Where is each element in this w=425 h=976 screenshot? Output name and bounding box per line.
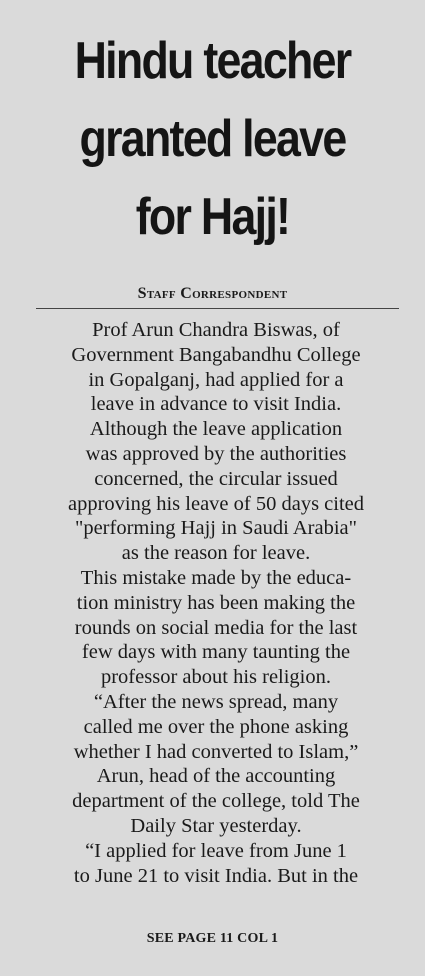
body-line: few days with many taunting the <box>81 641 351 664</box>
body-line: “I applied for leave from June 1 <box>85 839 347 862</box>
body-line: department of the college, told The <box>72 790 360 813</box>
body-line: tion ministry has been making the <box>76 591 356 614</box>
body-line: Daily Star yesterday. <box>130 814 302 837</box>
body-line: in Gopalganj, had applied for a <box>88 368 344 391</box>
body-line: Prof Arun Chandra Biswas, of <box>92 319 340 341</box>
body-line: called me over the phone asking <box>83 715 349 738</box>
article-body <box>28 318 404 888</box>
body-line: Although the leave application <box>89 418 343 441</box>
body-line: leave in advance to visit India. <box>90 393 342 416</box>
body-line: Government Bangabandhu College <box>71 343 361 366</box>
body-line: “After the news spread, many <box>93 690 339 713</box>
body-line: professor about his religion. <box>100 666 331 689</box>
body-line: rounds on social media for the last <box>74 616 358 639</box>
body-line: concerned, the circular issued <box>94 467 338 490</box>
body-line: Arun, head of the accounting <box>96 765 336 788</box>
headline-line-2: granted leave <box>79 110 346 168</box>
headline-line-3: for Hajj! <box>135 188 290 246</box>
body-line: whether I had converted to Islam,” <box>73 740 359 763</box>
headline <box>30 22 396 256</box>
byline-divider <box>36 308 399 309</box>
body-line: approving his leave of 50 days cited <box>67 492 365 515</box>
headline-line-1: Hindu teacher <box>74 32 351 90</box>
body-line: as the reason for leave. <box>121 542 311 565</box>
body-line: was approved by the authorities <box>85 442 347 465</box>
body-line: "performing Hajj in Saudi Arabia" <box>74 517 358 540</box>
byline: Staff Correspondent <box>137 285 288 302</box>
continued-jump-line: SEE PAGE 11 COL 1 <box>146 931 279 946</box>
body-line: to June 21 to visit India. But in the <box>73 864 359 887</box>
body-line: This mistake made by the educa- <box>80 566 352 589</box>
